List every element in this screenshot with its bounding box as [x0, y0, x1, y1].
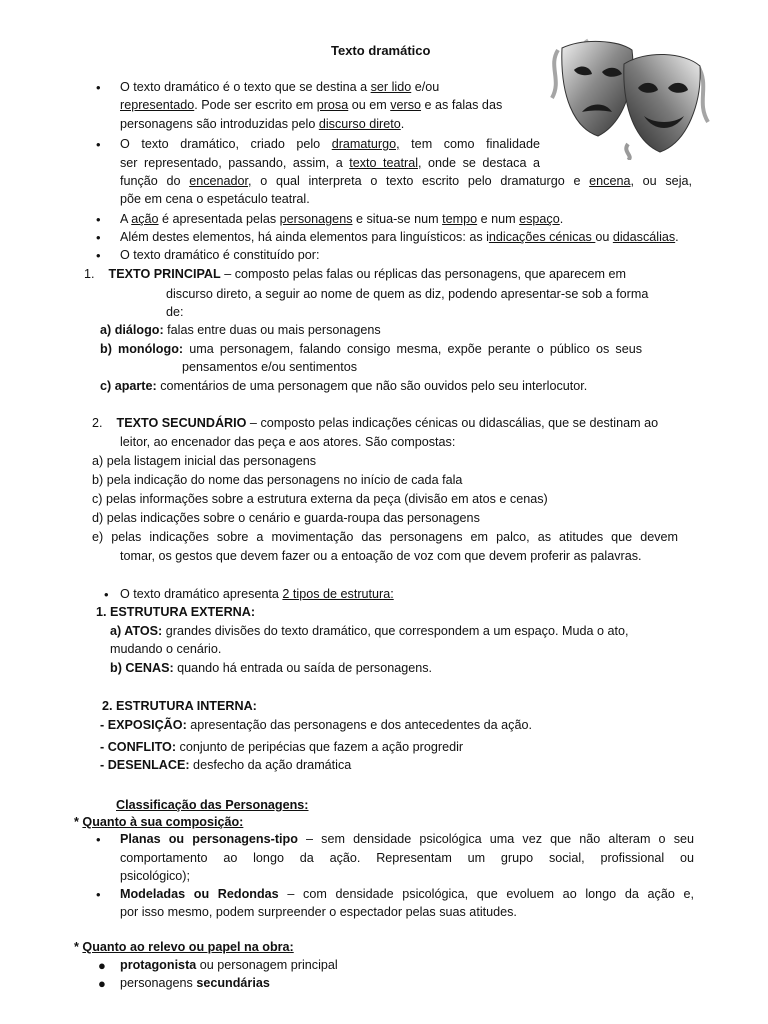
text-segment: A: [120, 212, 132, 226]
text-segment: e num: [477, 212, 520, 226]
text-segment: onde se destaca a: [421, 156, 540, 170]
principal-monologo: b) monólogo: uma personagem, falando consigo mesma, expõe perante o público os seus: [100, 342, 643, 356]
text-segment: .: [559, 212, 564, 226]
underlined-term: texto teatral,: [349, 156, 422, 170]
underlined-term: ndicações cénicas: [488, 230, 596, 244]
text-segment: O texto dramático é o texto que se destina a: [120, 80, 371, 94]
text-segment: e as falas das: [421, 98, 503, 112]
bullet-icon: •: [96, 80, 101, 95]
bullet1-line1: [120, 78, 439, 97]
estrutura-desenlace: - DESENLACE: desfecho da ação dramática: [100, 758, 352, 772]
protagonista-item: protagonista ou personagem principal: [120, 958, 338, 972]
text-segment: O texto dramático, criado pelo: [120, 137, 332, 151]
bullet1-line2: [120, 96, 502, 115]
bullet-icon: •: [96, 230, 101, 245]
secundario-item-e-cont: tomar, os gestos que devem fazer ou a entoação de voz com que devem proferir as palavras.: [120, 549, 642, 563]
principal-line3: de:: [166, 305, 184, 319]
underlined-term: dramaturgo,: [331, 137, 400, 151]
text-segment: função do: [120, 174, 190, 188]
estrutura-intro: O texto dramático apresenta 2 tipos de estrutura:: [120, 587, 394, 601]
estrutura-atos: a) ATOS: grandes divisões do texto dramático, que correspondem a um espaço. Muda o ato,: [110, 624, 629, 638]
underlined-term: encenador,: [189, 174, 252, 188]
underlined-term: ser lido: [370, 80, 412, 94]
text-segment: e situa-se num: [352, 212, 443, 226]
underlined-term: personagens: [279, 212, 353, 226]
bullet2-line2: [120, 154, 540, 173]
secundario-item-d: d) pelas indicações sobre o cenário e guarda-roupa das personagens: [92, 511, 480, 525]
underlined-term: espaço: [519, 212, 560, 226]
bullet2-line3: [120, 172, 692, 191]
underlined-term: discurso direto: [318, 117, 401, 131]
bullet4-line1: [120, 228, 679, 247]
planas-line1: Planas ou personagens-tipo – sem densidade psicológica uma vez que não alteram o seu: [120, 832, 694, 846]
principal-aparte: c) aparte: comentários de uma personagem que não são ouvidos pelo seu interlocutor.: [100, 379, 588, 393]
text-segment: e/ou: [411, 80, 440, 94]
estrutura-exposicao: - EXPOSIÇÃO: apresentação das personagens e dos antecedentes da ação.: [100, 718, 532, 732]
secundario-item-a: a) pela listagem inicial das personagens: [92, 454, 317, 468]
bullet1-line3: [120, 115, 404, 134]
bullet3-line1: [120, 210, 563, 229]
text-segment: personagens são introduzidas pelo: [120, 117, 319, 131]
modeladas-line1: Modeladas ou Redondas – com densidade psicológica, que evoluem ao longo da ação e,: [120, 887, 694, 901]
text-segment: .: [400, 117, 405, 131]
principal-line2: discurso direto, a seguir ao nome de quem as diz, podendo apresentar-se sob a forma: [166, 287, 649, 301]
text-segment: , ou seja,: [630, 174, 692, 188]
text-segment: tem como finalidade: [399, 137, 540, 151]
text-segment: é apresentada pelas: [158, 212, 280, 226]
secundario-line1: 2. TEXTO SECUNDÁRIO – composto pelas indicações cénicas ou didascálias, que se destinam ao: [92, 416, 659, 430]
estrutura-cenas: b) CENAS: quando há entrada ou saída de personagens.: [110, 661, 433, 675]
text-segment: ser representado, passando, assim, a: [120, 156, 350, 170]
classificacao-heading: Classificação das Personagens:: [116, 798, 309, 812]
bullet2-line1: [120, 135, 540, 154]
underlined-term: encena: [589, 174, 631, 188]
secundario-item-b: b) pela indicação do nome das personagens no início de cada fala: [92, 473, 463, 487]
text-segment: o qual interpreta o texto escrito pelo dramaturgo e: [251, 174, 590, 188]
principal-line1: 1. TEXTO PRINCIPAL – composto pelas falas ou réplicas das personagens, que aparecem em: [84, 267, 627, 281]
bullet-icon: •: [96, 248, 101, 263]
bullet-icon: ●: [98, 976, 106, 991]
secundario-item-c: c) pelas informações sobre a estrutura externa da peça (divisão em atos e cenas): [92, 492, 548, 506]
underlined-term: ação: [131, 212, 159, 226]
theater-masks-image: [548, 36, 712, 160]
estrutura-interna-title: 2. ESTRUTURA INTERNA:: [102, 699, 257, 713]
underlined-term: prosa: [316, 98, 349, 112]
text-segment: ou em: [348, 98, 391, 112]
principal-monologo-cont: pensamentos e/ou sentimentos: [182, 360, 358, 374]
planas-line3: psicológico);: [120, 869, 190, 883]
estrutura-conflito: - CONFLITO: conjunto de peripécias que fazem a ação progredir: [100, 740, 464, 754]
estrutura-externa-title: 1. ESTRUTURA EXTERNA:: [96, 605, 256, 619]
estrutura-atos-cont: mudando o cenário.: [110, 642, 222, 656]
bullet-icon: •: [96, 137, 101, 152]
modeladas-line2: por isso mesmo, podem surpreender o espectador pelas suas atitudes.: [120, 905, 517, 919]
bullet-icon: ●: [98, 958, 106, 973]
text-segment: O texto dramático é constituído por:: [120, 248, 320, 262]
bullet-icon: •: [96, 832, 101, 847]
planas-line2: comportamento ao longo da ação. Representam um grupo social, profissional ou: [120, 851, 694, 865]
secundario-item-e: e) pelas indicações sobre a movimentação das personagens em palco, as atitudes que devem: [92, 530, 678, 544]
text-segment: ou: [595, 230, 613, 244]
bullet5-line1: [120, 246, 320, 265]
text-segment: .: [675, 230, 679, 244]
bullet2-line4: [120, 190, 310, 209]
document-title: Texto dramático: [331, 43, 431, 58]
bullet-icon: •: [104, 587, 109, 602]
secundario-line2: leitor, ao encenador das peça e aos atores. São compostas:: [120, 435, 456, 449]
underlined-term: representado: [120, 98, 195, 112]
bullet-icon: •: [96, 887, 101, 902]
text-segment: . Pode ser escrito em: [194, 98, 317, 112]
underlined-term: verso: [390, 98, 422, 112]
composicao-heading: * Quanto à sua composição:: [74, 815, 244, 829]
underlined-term: didascálias: [612, 230, 676, 244]
secundarias-item: personagens secundárias: [120, 976, 270, 990]
relevo-heading: * Quanto ao relevo ou papel na obra:: [74, 940, 294, 954]
text-segment: Além destes elementos, há ainda elementos para linguísticos: as i: [120, 230, 489, 244]
principal-dialogo: a) diálogo: falas entre duas ou mais personagens: [100, 323, 381, 337]
underlined-term: tempo: [442, 212, 478, 226]
text-segment: põe em cena o espetáculo teatral.: [120, 192, 310, 206]
bullet-icon: •: [96, 212, 101, 227]
